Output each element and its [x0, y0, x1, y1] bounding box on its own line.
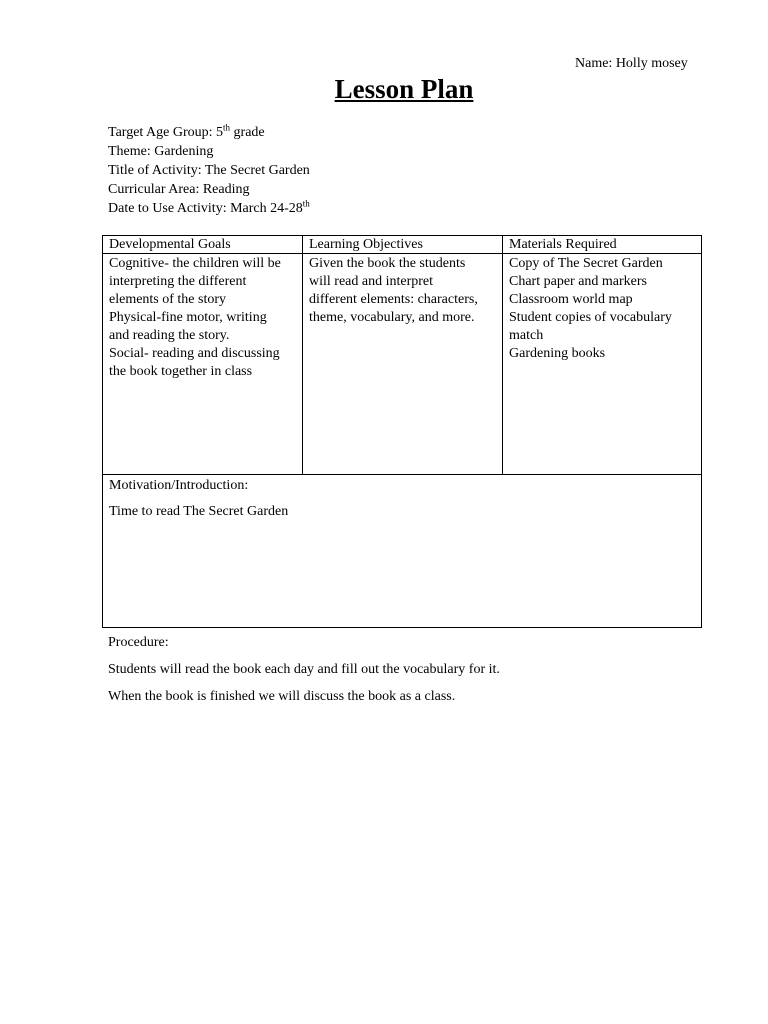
lesson-plan-table	[102, 235, 702, 628]
materials-required-cell	[503, 254, 702, 475]
header-materials-required: Materials Required	[503, 236, 702, 254]
developmental-goals-cell	[103, 254, 303, 475]
procedure-section	[108, 633, 500, 714]
date-text: Date to Use Activity: March 24-28	[108, 201, 303, 216]
table-row	[103, 254, 702, 475]
age-group-suffix: grade	[230, 125, 265, 140]
list-item: elements of the story	[109, 292, 227, 307]
list-item: match	[509, 328, 544, 343]
name-line: Name: Holly mosey	[575, 56, 688, 71]
list-item: Chart paper and markers	[509, 274, 647, 289]
curricular-area: Curricular Area: Reading	[108, 182, 250, 197]
header-learning-objectives: Learning Objectives	[303, 236, 503, 254]
target-age-group	[108, 123, 310, 142]
page-title: Lesson Plan	[334, 74, 474, 104]
list-item: Student copies of vocabulary	[509, 310, 672, 325]
procedure-line: Students will read the book each day and fill out the vocabulary for it.	[108, 662, 500, 677]
list-item: Classroom world map	[509, 292, 633, 307]
list-item: will read and interpret	[309, 274, 434, 289]
list-item: and reading the story.	[109, 328, 230, 343]
list-item: Physical-fine motor, writing	[109, 310, 267, 325]
learning-objectives-cell	[303, 254, 503, 475]
header-developmental-goals: Developmental Goals	[103, 236, 303, 254]
motivation-row	[103, 475, 702, 628]
age-group-superscript: th	[223, 122, 231, 133]
activity-title: Title of Activity: The Secret Garden	[108, 163, 310, 178]
list-item: Given the book the students	[309, 256, 466, 271]
list-item: Cognitive- the children will be	[109, 256, 281, 271]
list-item: theme, vocabulary, and more.	[309, 310, 475, 325]
list-item: Gardening books	[509, 346, 606, 361]
lesson-meta	[108, 123, 310, 218]
list-item: different elements: characters,	[309, 292, 478, 307]
list-item: interpreting the different	[109, 274, 247, 289]
list-item: Social- reading and discussing	[109, 346, 280, 361]
procedure-line: When the book is finished we will discuss the book as a class.	[108, 689, 456, 704]
age-group-text: Target Age Group: 5	[108, 125, 224, 140]
list-item: Copy of The Secret Garden	[509, 256, 663, 271]
list-item: the book together in class	[109, 364, 253, 379]
procedure-label: Procedure:	[108, 635, 169, 650]
date-to-use	[108, 199, 310, 218]
motivation-label: Motivation/Introduction:	[109, 478, 249, 493]
date-superscript: th	[302, 198, 310, 209]
theme: Theme: Gardening	[108, 144, 214, 159]
table-header-row	[103, 236, 702, 254]
motivation-text: Time to read The Secret Garden	[109, 504, 289, 519]
motivation-cell	[103, 475, 702, 628]
